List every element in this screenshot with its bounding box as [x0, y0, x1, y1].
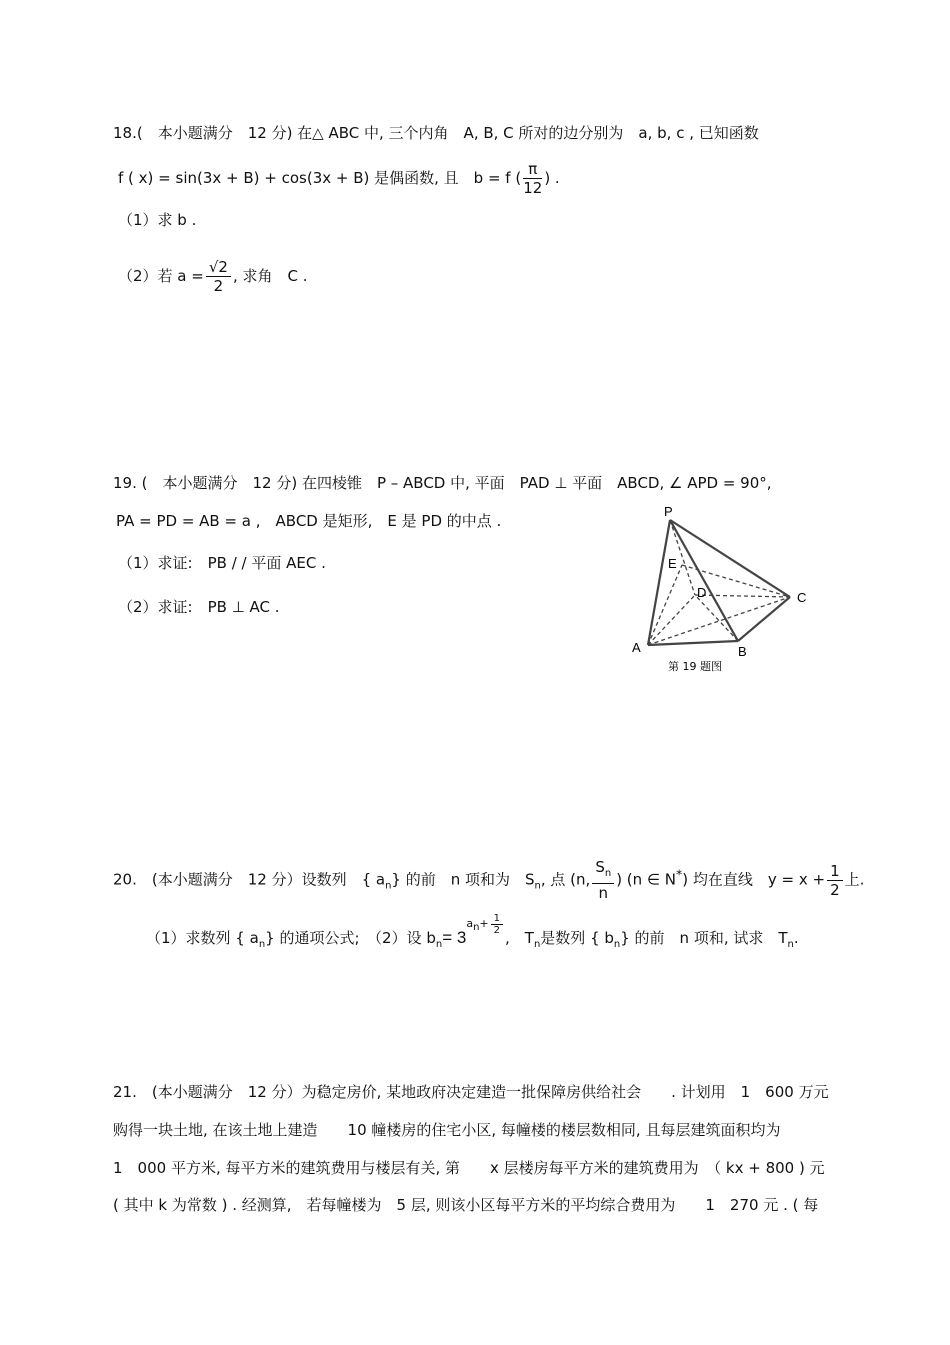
q20-text-d: , 点 (n, [540, 870, 591, 889]
fraction-denominator: 12 [523, 179, 543, 197]
q20-text-g: 上. [844, 870, 865, 889]
q19-part-2: （2）求证: PB ⊥ AC . [118, 598, 280, 616]
fraction-numerator: √2 [206, 258, 231, 277]
fraction-denominator: 2 [213, 277, 224, 295]
vertex-label-e: E [668, 556, 677, 571]
edge-pc [670, 520, 790, 597]
q21-line-1: 21. (本小题满分 12 分）为稳定房价, 某地政府决定建造一批保障房供给社会 . 计划用 1 600 万元 [113, 1083, 829, 1101]
sqrt2-over-2-fraction [206, 258, 231, 295]
fraction-numerator: 1 [491, 913, 503, 925]
diagonal-ac [648, 597, 790, 645]
exponent-half-fraction [491, 913, 503, 936]
sn-over-n-fraction [592, 858, 614, 902]
pyramid-figure [620, 505, 830, 675]
fraction-denominator: 2 [493, 924, 501, 936]
q19-part-1: （1）求证: PB / / 平面 AEC . [118, 554, 326, 572]
q21-line-2: 购得一块土地, 在该土地上建造 10 幢楼房的住宅小区, 每幢楼的楼层数相同, 且每层建筑面积均为 [113, 1121, 781, 1139]
subscript-n: n [385, 880, 392, 892]
sn-symbol: S [595, 858, 605, 876]
q20-l2-a: （1）求数列 { a [146, 929, 259, 947]
q20-text-e: ) (n ∈ N [616, 870, 676, 889]
subscript-n: n [258, 939, 266, 950]
exponent-a: a [466, 917, 474, 930]
q20-l2-c: = 3 [442, 928, 467, 947]
subscript-n: n [613, 939, 621, 950]
edge-bc [738, 597, 790, 641]
pi-over-12-fraction [523, 160, 542, 197]
star-superscript: * [676, 866, 683, 882]
vertex-label-p: P [664, 505, 673, 519]
q18-line-2-end: ) . [544, 169, 560, 187]
fraction-numerator: 1 [827, 862, 843, 881]
q20-l2-f: } 的前 n 项和, 试求 T [620, 929, 788, 947]
fraction-denominator: 2 [830, 880, 840, 899]
q18-line-2 [118, 160, 560, 197]
q19-line-2: PA = PD = AB = a , ABCD 是矩形, E 是 PD 的中点 . [116, 512, 502, 530]
figure-caption: 第 19 题图 [668, 660, 722, 673]
edge-dc [695, 595, 790, 597]
q20-text-b: } 的前 n 项和为 S [391, 870, 535, 889]
q19-line-1: 19. ( 本小题满分 12 分) 在四棱锥 P – ABCD 中, 平面 PAD ⊥ 平面 ABCD, ∠ APD = 90°, [113, 474, 772, 492]
q20-line-2 [146, 912, 799, 955]
q21-line-4: ( 其中 k 为常数 ) . 经测算, 若每幢楼为 5 层, 则该小区每平方米的平均综合费用为 1 270 元 . ( 每 [113, 1196, 819, 1214]
vertex-label-b: B [738, 644, 747, 659]
subscript-n: n [604, 868, 612, 879]
q20-l2-e: 是数列 { b [540, 929, 614, 947]
fraction-numerator [592, 858, 614, 884]
edge-ab [648, 641, 738, 645]
exponent [466, 912, 505, 936]
exponent-plus: + [479, 917, 489, 930]
fraction-numerator: π [523, 160, 542, 179]
q20-text-a: 20. (本小题满分 12 分）设数列 { a [113, 870, 386, 889]
subscript-n: n [533, 939, 541, 950]
q18-part-1: （1）求 b . [118, 211, 197, 229]
vertex-label-c: C [797, 590, 807, 605]
subscript-n: n [473, 922, 480, 934]
q18-part-2-text: （2）若 a = [118, 267, 204, 285]
q20-l2-b: } 的通项公式; （2）设 b [265, 929, 436, 947]
one-half-fraction [827, 862, 843, 899]
vertex-label-a: A [632, 640, 641, 655]
q20-line-1 [113, 858, 864, 902]
fraction-denominator: n [598, 884, 608, 902]
q20-text-f: ) 均在直线 y = x + [682, 870, 826, 889]
subscript-n: n [435, 939, 443, 950]
q20-l2-g: . [793, 929, 799, 947]
edge-pa [648, 520, 670, 645]
q18-part-2-end: , 求角 C . [232, 267, 308, 285]
q18-part-2 [118, 258, 308, 295]
q18-function-text: f ( x) = sin(3x + B) + cos(3x + B) 是偶函数, 且 b = f ( [118, 169, 522, 187]
q20-l2-d: , T [505, 929, 534, 947]
subscript-n: n [534, 880, 541, 892]
subscript-n: n [787, 939, 794, 950]
segment-ae [648, 565, 682, 645]
edge-pb [670, 520, 738, 641]
q21-line-3: 1 000 平方米, 每平方米的建筑费用与楼层有关, 第 x 层楼房每平方米的建筑费用为 （ kx + 800 ) 元 [113, 1159, 825, 1177]
q18-line-1: 18.( 本小题满分 12 分) 在△ ABC 中, 三个内角 A, B, C 所对的边分别为 a, b, c , 已知函数 [113, 124, 759, 142]
vertex-label-d: D [697, 585, 707, 600]
